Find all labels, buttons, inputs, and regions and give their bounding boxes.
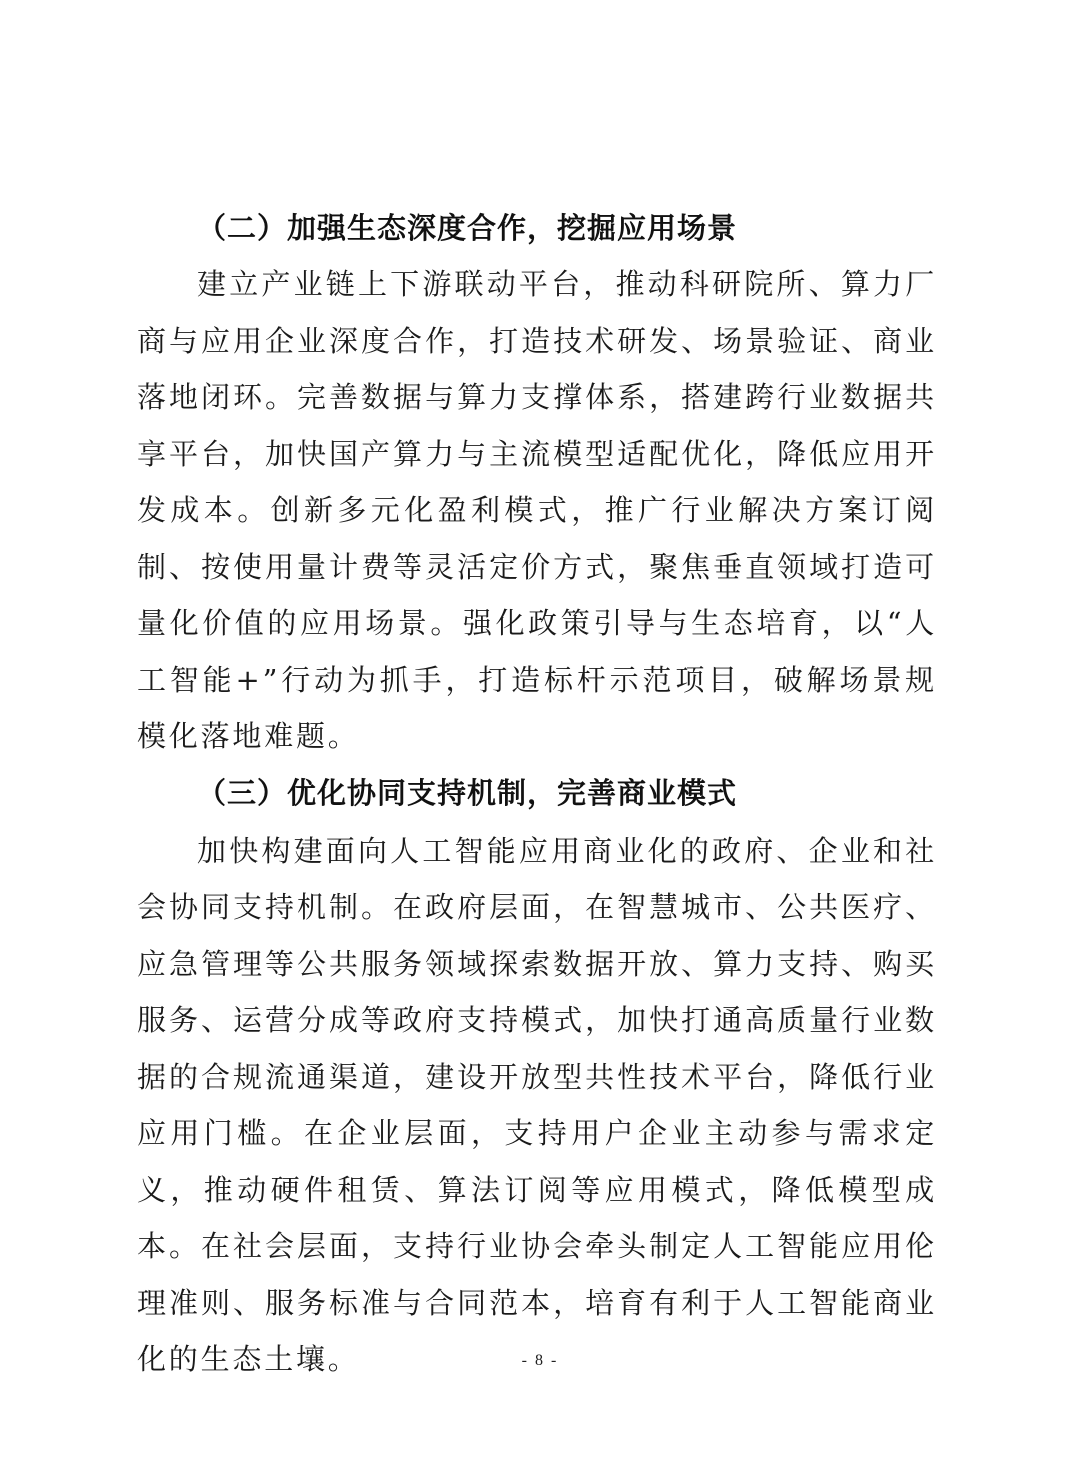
section-heading-2: （二）加强生态深度合作，挖掘应用场景 (197, 211, 738, 245)
document-body (137, 200, 937, 1388)
section-paragraph-2: 建立产业链上下游联动平台，推动科研院所、算力厂商与应用企业深度合作，打造技术研发、场景验证、商业落地闭环。完善数据与算力支撑体系，搭建跨行业数据共享平台，加快国产算力与主流模型适配优化，降低应用开发成本。创新多元化盈利模式，推广行业解决方案订阅制、按使用量计费等灵活定价方式，聚焦垂直领域打造可量化价值的应用场景。强化政策引导与生态培育，以“人工智能+”行动为抓手，打造标杆示范项目，破解场景规模化落地难题。 (137, 267, 937, 753)
section-paragraph-3: 加快构建面向人工智能应用商业化的政府、企业和社会协同支持机制。在政府层面，在智慧城市、公共医疗、应急管理等公共服务领域探索数据开放、算力支持、购买服务、运营分成等政府支持模式，加快打通高质量行业数据的合规流通渠道，建设开放型共性技术平台，降低行业应用门槛。在企业层面，支持用户企业主动参与需求定义，推动硬件租赁、算法订阅等应用模式，降低模型成本。在社会层面，支持行业协会牵头制定人工智能应用伦理准则、服务标准与合同范本，培育有利于人工智能商业化的生态土壤。 (137, 833, 937, 1376)
page-number: - 8 - (521, 1352, 559, 1369)
section-heading-3: （三）优化协同支持机制，完善商业模式 (197, 775, 738, 810)
